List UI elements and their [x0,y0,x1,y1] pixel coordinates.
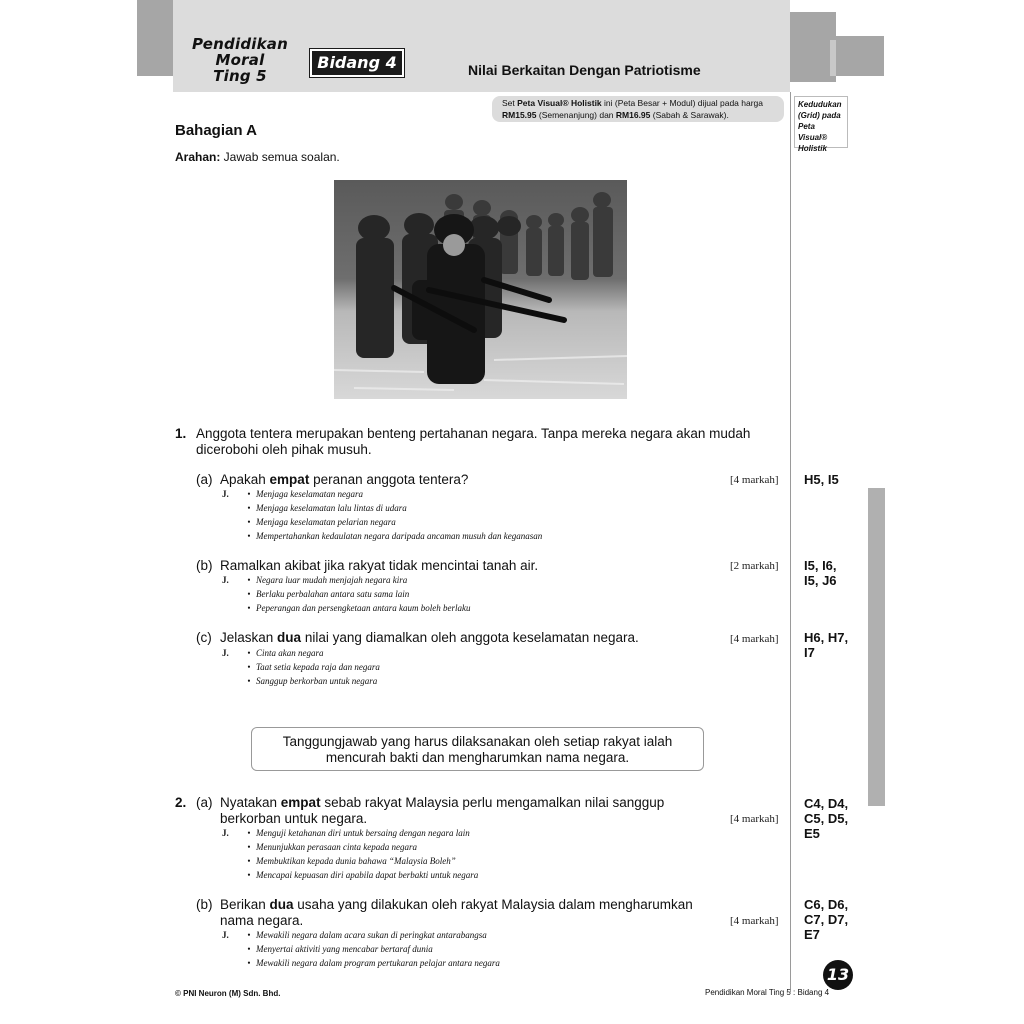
side-thumb-tab [868,488,885,806]
q2a-code-3: E5 [804,826,820,841]
q1-stem-line-1: Anggota tentera merupakan benteng pertahanan negara. Tanpa mereka negara akan mudah [196,426,751,441]
answer-text: Taat setia kepada raja dan negara [256,662,380,672]
q2b-grid-codes [804,897,848,942]
q2b-code-1: C6, D6, [804,897,849,912]
q2a-text [220,795,720,827]
q2a-pre: Nyatakan [220,795,281,810]
bullet-icon: • [247,828,251,838]
q2b-text [220,897,720,929]
q2a-label: (a) [196,795,213,810]
answer-line [222,928,500,942]
q1a-post: peranan anggota tentera? [309,472,469,487]
statement-line-2: mencurah bakti dan mengharumkan nama negara. [325,750,630,765]
statement-box [251,727,704,771]
answer-line [222,674,380,688]
price-note [492,96,784,122]
bullet-icon: • [247,662,251,672]
q1c-marks: [4 markah] [730,633,779,645]
bullet-icon: • [247,531,251,541]
bullet-icon: • [247,944,251,954]
brand-line-2: Moral [215,51,265,69]
answer-line [222,942,500,956]
price-note-mid: (Semenanjung) dan [536,110,616,120]
answer-text: Menunjukkan perasaan cinta kepada negara [256,842,417,852]
price-note-product: Peta Visual® Holistik [517,98,602,108]
answer-line [222,956,500,970]
q1a-marks: [4 markah] [730,474,779,486]
q2b-marks: [4 markah] [730,915,779,927]
q1b-label: (b) [196,558,213,573]
bullet-icon: • [247,870,251,880]
header-tab-2 [836,36,884,76]
bullet-icon: • [247,648,251,658]
q1a-bold: empat [269,472,310,487]
book-brand [180,36,300,84]
price-note-post: ini (Peta Besar + Modul) dijual pada harga [601,98,764,108]
q1-number: 1. [175,426,187,441]
q2a-code-2: C5, D5, [804,811,849,826]
instruction [175,150,340,164]
soldiers-photo-illustration [334,180,627,399]
bullet-icon: • [247,930,251,940]
q2a-code-1: C4, D4, [804,796,849,811]
bullet-icon: • [247,856,251,866]
brand-line-1: Pendidikan [192,35,288,53]
q2b-pre: Berikan [220,897,270,912]
bullet-icon: • [247,517,251,527]
grid-label-line-3: Peta Visual® [798,122,828,142]
bullet-icon: • [247,842,251,852]
page-number: 13 [823,960,853,990]
answer-text: Mewakili negara dalam acara sukan di peringkat antarabangsa [256,930,487,940]
q2a-line-2: berkorban untuk negara. [220,811,368,826]
answer-text: Menjaga keselamatan negara [256,489,363,499]
answer-text: Menjaga keselamatan pelarian negara [256,517,396,527]
answer-text: Membuktikan kepada dunia bahawa “Malaysia Boleh” [256,856,456,866]
margin-divider [790,92,791,992]
q1c-post: nilai yang diamalkan oleh anggota keselamatan negara. [301,630,639,645]
q2b-code-3: E7 [804,927,820,942]
instruction-label: Arahan: [175,150,221,164]
price-note-pre: Set [502,98,518,108]
q2b-post: usaha yang dilakukan oleh rakyat Malaysia dalam mengharumkan [293,897,693,912]
section-title: Bahagian A [175,122,257,139]
q1b-grid-codes [804,558,837,588]
q1c-grid-codes [804,630,848,660]
answer-marker: J. [222,930,229,940]
answer-text: Cinta akan negara [256,648,324,658]
q1-stem-line-2: dicerobohi oleh pihak musuh. [196,442,372,457]
price-note-end: (Sabah & Sarawak). [650,110,729,120]
answer-marker: J. [222,648,229,658]
answer-line [222,646,380,660]
answer-line [222,601,470,615]
answer-line [222,573,470,587]
answer-line [222,501,542,515]
answer-line [222,587,470,601]
answer-text: Menguji ketahanan diri untuk bersaing dengan negara lain [256,828,470,838]
answer-text: Mempertahankan kedaulatan negara daripada ancaman musuh dan keganasan [256,531,543,541]
answer-line [222,840,478,854]
q1b-marks: [2 markah] [730,560,779,572]
answer-marker: J. [222,575,229,585]
q1c-answers [222,646,380,688]
q1c-label: (c) [196,630,212,645]
price-peninsular: RM15.95 [502,110,537,120]
answer-line [222,515,542,529]
bullet-icon: • [247,575,251,585]
answer-line [222,868,478,882]
bidang-badge: Bidang 4 [310,49,404,77]
answer-text: Menyertai aktiviti yang mencabar bertaraf dunia [256,944,433,954]
answer-marker: J. [222,828,229,838]
q2a-bold: empat [280,795,321,810]
answer-text: Mencapai kepuasan diri apabila dapat berbakti untuk negara [256,870,479,880]
q1b-answers [222,573,470,615]
grid-label-line-1: Kedudukan [798,100,842,109]
copyright: © PNI Neuron (M) Sdn. Bhd. [175,989,281,998]
price-east: RM16.95 [615,110,651,120]
answer-text: Peperangan dan persengketaan antara kaum boleh berlaku [256,603,471,613]
answer-line [222,529,542,543]
bullet-icon: • [247,503,251,513]
q1b-text: Ramalkan akibat jika rakyat tidak mencintai tanah air. [220,558,539,573]
q2a-marks: [4 markah] [730,813,779,825]
grid-position-label [794,96,848,153]
grid-label-line-4: Holistik [798,144,827,153]
q2-number: 2. [175,795,187,810]
q1a-grid-codes [804,472,839,487]
answer-text: Sanggup berkorban untuk negara [256,676,378,686]
q1b-code-2: I5, J6 [804,573,837,588]
q2b-label: (b) [196,897,213,912]
grid-label-line-2: (Grid) pada [798,111,841,120]
q2b-line-2: nama negara. [220,913,304,928]
q2b-code-2: C7, D7, [804,912,849,927]
statement-line-1: Tanggungjawab yang harus dilaksanakan oleh setiap rakyat ialah [282,734,673,749]
answer-line [222,854,478,868]
q1a-code-1: H5, I5 [804,472,839,487]
q2b-bold: dua [269,897,294,912]
bullet-icon: • [247,603,251,613]
bullet-icon: • [247,489,251,499]
chapter-topic: Nilai Berkaitan Dengan Patriotisme [468,62,701,78]
header-left-block [137,0,173,76]
answer-line [222,660,380,674]
running-footer: Pendidikan Moral Ting 5 : Bidang 4 [705,988,830,997]
q1c-code-1: H6, H7, [804,630,849,645]
q1c-pre: Jelaskan [220,630,278,645]
q1c-text [220,630,639,646]
q1a-answers [222,487,542,543]
answer-line [222,826,478,840]
answer-text: Negara luar mudah menjajah negara kira [256,575,408,585]
bullet-icon: • [247,589,251,599]
soldiers-photo [334,180,627,399]
q1c-code-2: I7 [804,645,815,660]
q1a-pre: Apakah [220,472,270,487]
q1b-code-1: I5, I6, [804,558,837,573]
bullet-icon: • [247,958,251,968]
q2a-post: sebab rakyat Malaysia perlu mengamalkan nilai sanggup [320,795,665,810]
instruction-text: Jawab semua soalan. [220,150,340,164]
q2a-answers [222,826,478,882]
q1a-label: (a) [196,472,213,487]
q1a-text [220,472,468,488]
answer-text: Mewakili negara dalam program pertukaran pelajar antara negara [256,958,500,968]
q2a-grid-codes [804,796,848,841]
q1c-bold: dua [277,630,302,645]
q2b-answers [222,928,500,970]
answer-line [222,487,542,501]
answer-marker: J. [222,489,229,499]
answer-text: Menjaga keselamatan lalu lintas di udara [256,503,407,513]
answer-text: Berlaku perbalahan antara satu sama lain [256,589,410,599]
bullet-icon: • [247,676,251,686]
brand-line-3: Ting 5 [213,67,267,85]
q1-stem [196,426,786,458]
